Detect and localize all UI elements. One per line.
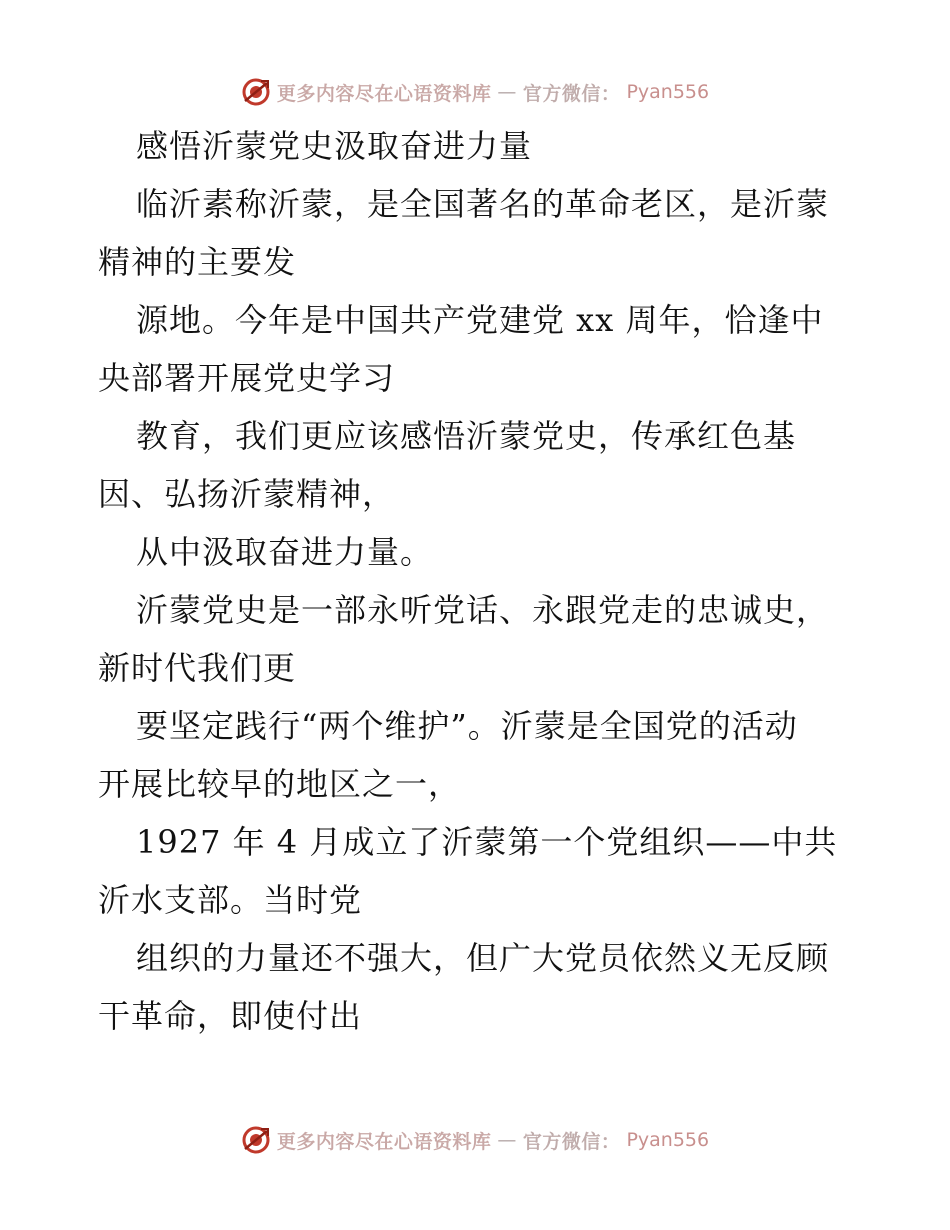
document-line: 精神的主要发 <box>98 243 297 281</box>
document-line: 新时代我们更 <box>98 649 297 687</box>
seal-logo-icon <box>241 1125 271 1155</box>
document-line: 源地。今年是中国共产党建党 xx 周年，恰逢中 <box>136 301 824 339</box>
banner-wechat-label: 官方微信： <box>522 1130 621 1153</box>
banner-separator: — <box>497 1129 517 1151</box>
banner-wechat-id: Pyan556 <box>626 1129 710 1151</box>
seal-logo-icon <box>241 77 271 107</box>
footer-banner <box>0 1120 950 1160</box>
document-title: 感悟沂蒙党史汲取奋进力量 <box>136 127 533 165</box>
document-line: 组织的力量还不强大，但广大党员依然义无反顾 <box>136 939 830 977</box>
banner-main-text: 更多内容尽在心语资料库 <box>276 82 492 105</box>
document-line: 要坚定践行“两个维护”。沂蒙是全国党的活动 <box>136 707 798 745</box>
document-line: 因、弘扬沂蒙精神， <box>98 475 396 513</box>
document-line: 央部署开展党史学习 <box>98 359 396 397</box>
banner-wechat-label: 官方微信： <box>522 82 621 105</box>
document-line: 开展比较早的地区之一， <box>98 765 462 803</box>
document-line: 临沂素称沂蒙，是全国著名的革命老区，是沂蒙 <box>136 185 830 223</box>
banner-wechat-id: Pyan556 <box>626 81 710 103</box>
banner-separator: — <box>497 81 517 103</box>
document-line: 干革命，即使付出 <box>98 997 363 1035</box>
banner-main-text: 更多内容尽在心语资料库 <box>276 1130 492 1153</box>
document-line: 沂蒙党史是一部永听党话、永跟党走的忠诚史， <box>136 591 830 629</box>
document-body <box>98 117 858 1045</box>
header-banner-top <box>0 72 950 112</box>
document-line: 沂水支部。当时党 <box>98 881 363 919</box>
document-line: 1927 年 4 月成立了沂蒙第一个党组织——中共 <box>136 823 838 861</box>
document-line: 教育，我们更应该感悟沂蒙党史，传承红色基 <box>136 417 797 455</box>
document-line: 从中汲取奋进力量。 <box>136 533 434 571</box>
